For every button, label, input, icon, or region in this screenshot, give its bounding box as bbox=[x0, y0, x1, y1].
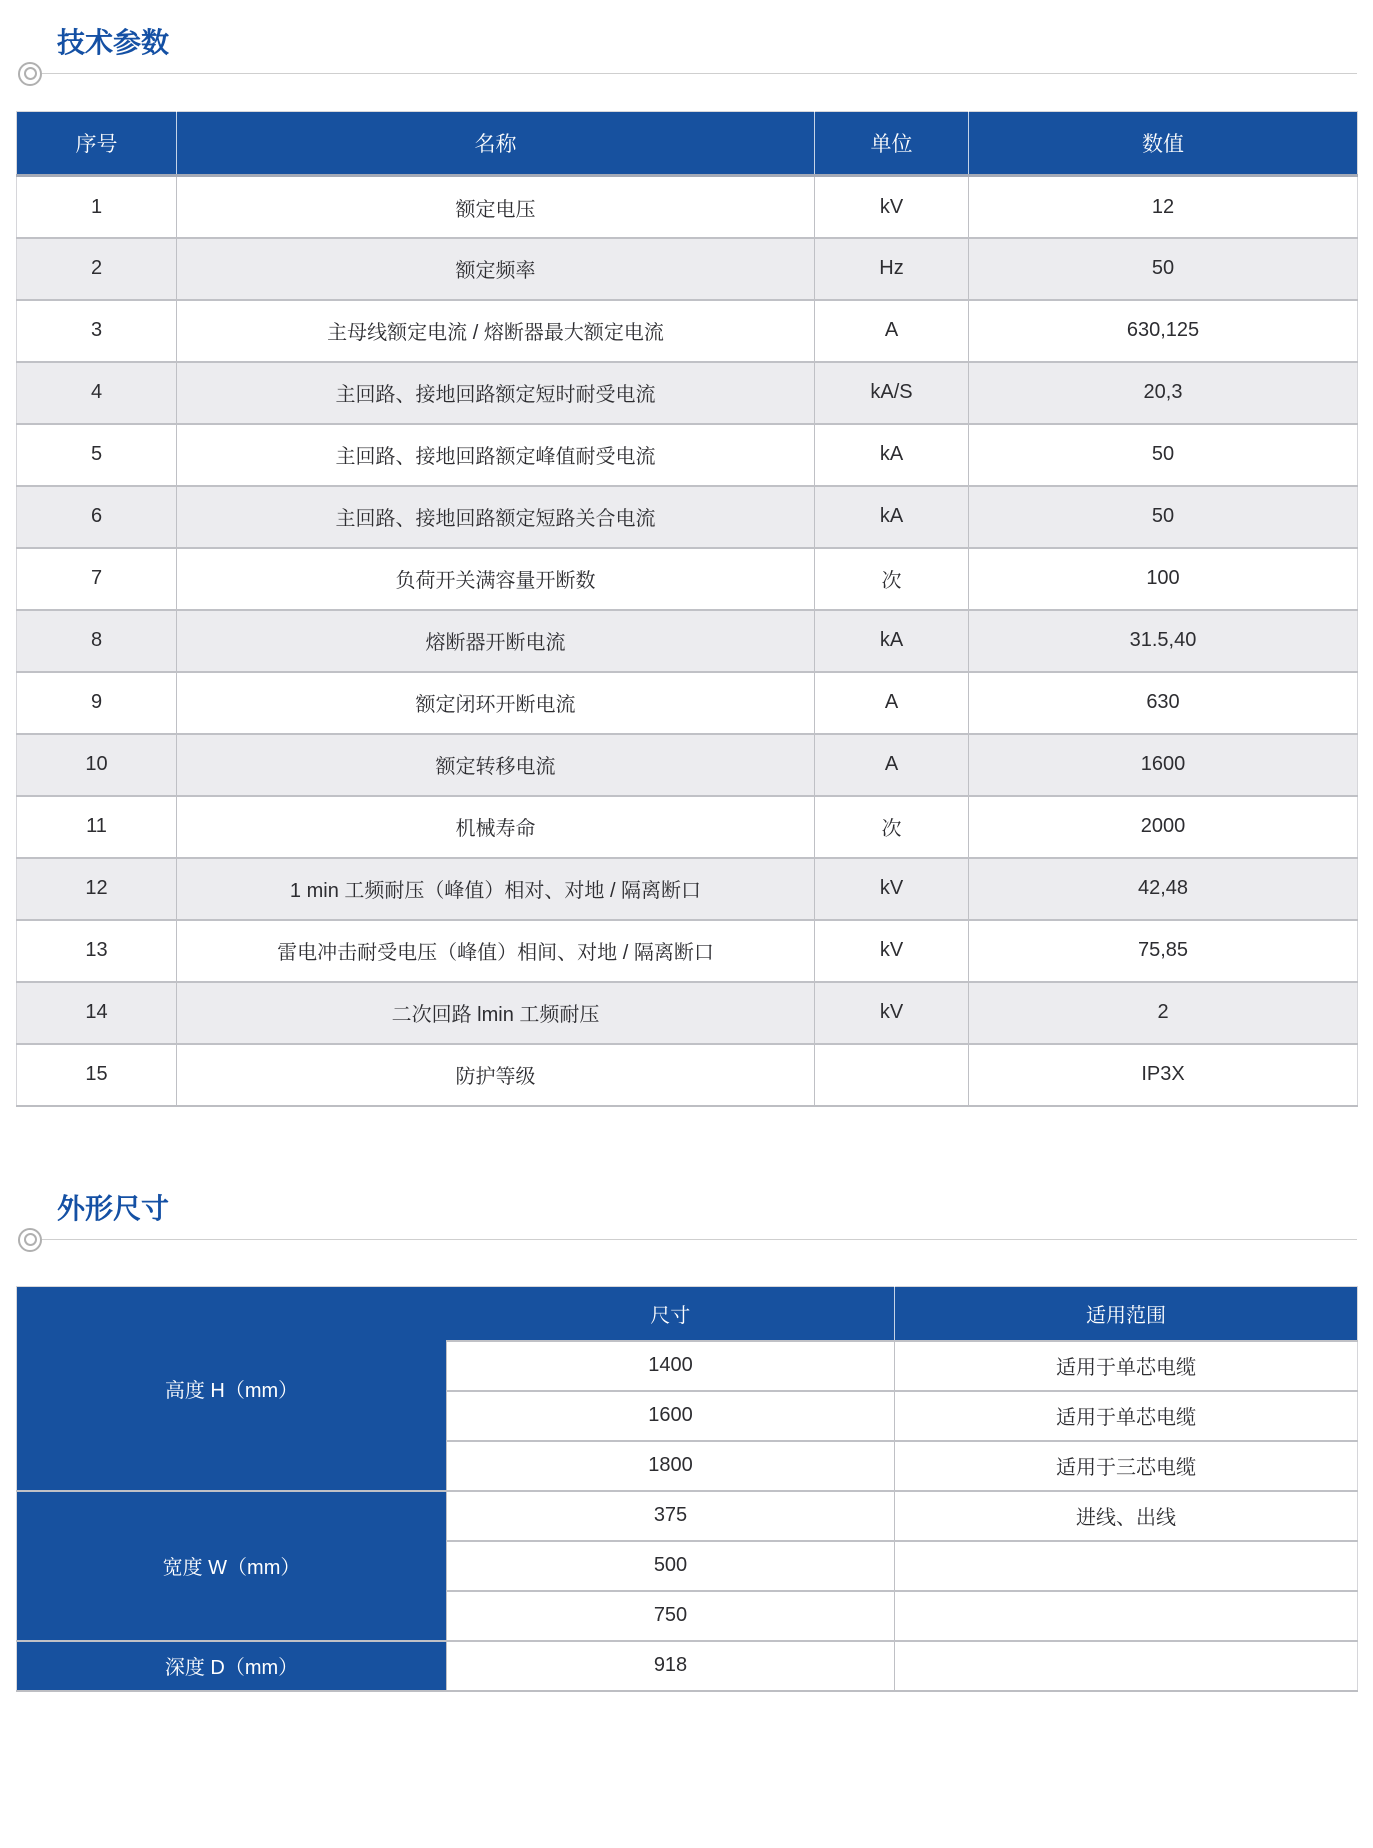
dimension-group-label-height: 高度 H（mm） bbox=[17, 1287, 447, 1491]
inner-ring-icon bbox=[24, 1233, 37, 1246]
cell-name: 二次回路 lmin 工频耐压 bbox=[177, 982, 815, 1044]
table-row bbox=[17, 858, 1358, 920]
double-ring-icon bbox=[18, 1228, 42, 1252]
cell-name: 机械寿命 bbox=[177, 796, 815, 858]
cell-unit: A bbox=[815, 672, 969, 734]
table-row bbox=[17, 610, 1358, 672]
header-value: 数值 bbox=[969, 112, 1358, 176]
table-row bbox=[17, 1491, 1358, 1541]
cell-range bbox=[895, 1591, 1358, 1641]
cell-unit: kA bbox=[815, 486, 969, 548]
cell-range: 进线、出线 bbox=[895, 1491, 1358, 1541]
cell-value: 630,125 bbox=[969, 300, 1358, 362]
dimension-group-label-depth: 深度 D（mm） bbox=[17, 1641, 447, 1691]
table-row bbox=[17, 672, 1358, 734]
section-title-dimensions: 外形尺寸 bbox=[57, 1192, 170, 1224]
double-ring-icon bbox=[18, 62, 42, 86]
table-row bbox=[17, 548, 1358, 610]
cell-value: 12 bbox=[969, 176, 1358, 238]
cell-no: 10 bbox=[17, 734, 177, 796]
table-row bbox=[17, 424, 1358, 486]
inner-ring-icon bbox=[24, 67, 37, 80]
table-row bbox=[17, 486, 1358, 548]
cell-unit: kA/S bbox=[815, 362, 969, 424]
cell-no: 15 bbox=[17, 1044, 177, 1106]
section-technical-parameters-header bbox=[0, 28, 1373, 87]
cell-unit: kV bbox=[815, 176, 969, 238]
cell-name: 额定频率 bbox=[177, 238, 815, 300]
cell-dimension: 500 bbox=[447, 1541, 895, 1591]
cell-no: 2 bbox=[17, 238, 177, 300]
cell-value: 50 bbox=[969, 486, 1358, 548]
cell-range: 适用于三芯电缆 bbox=[895, 1441, 1358, 1491]
table-gap bbox=[0, 1277, 1373, 1286]
cell-unit bbox=[815, 1044, 969, 1106]
cell-name: 额定转移电流 bbox=[177, 734, 815, 796]
cell-name: 主回路、接地回路额定峰值耐受电流 bbox=[177, 424, 815, 486]
rule-line bbox=[42, 73, 1357, 74]
header-dimension: 尺寸 bbox=[447, 1287, 895, 1341]
cell-name: 主回路、接地回路额定短路关合电流 bbox=[177, 486, 815, 548]
section-dimensions-header bbox=[0, 1194, 1373, 1253]
dimensions-table bbox=[16, 1286, 1358, 1692]
section-rule bbox=[0, 1226, 1373, 1253]
cell-no: 4 bbox=[17, 362, 177, 424]
table-row bbox=[17, 734, 1358, 796]
cell-no: 8 bbox=[17, 610, 177, 672]
table-row bbox=[17, 362, 1358, 424]
table-row bbox=[17, 176, 1358, 238]
cell-unit: kV bbox=[815, 858, 969, 920]
cell-dimension: 918 bbox=[447, 1641, 895, 1691]
cell-unit: kA bbox=[815, 424, 969, 486]
cell-no: 11 bbox=[17, 796, 177, 858]
header-no: 序号 bbox=[17, 112, 177, 176]
cell-unit: A bbox=[815, 300, 969, 362]
cell-no: 1 bbox=[17, 176, 177, 238]
table-row bbox=[17, 920, 1358, 982]
cell-value: 20,3 bbox=[969, 362, 1358, 424]
tech-table-header-row bbox=[17, 112, 1358, 176]
table-row bbox=[17, 300, 1358, 362]
cell-value: 50 bbox=[969, 424, 1358, 486]
cell-no: 5 bbox=[17, 424, 177, 486]
section-gap bbox=[0, 1107, 1373, 1194]
cell-dimension: 1600 bbox=[447, 1391, 895, 1441]
cell-value: 42,48 bbox=[969, 858, 1358, 920]
cell-unit: kV bbox=[815, 920, 969, 982]
table-row bbox=[17, 982, 1358, 1044]
cell-value: 630 bbox=[969, 672, 1358, 734]
cell-name: 1 min 工频耐压（峰值）相对、对地 / 隔离断口 bbox=[177, 858, 815, 920]
cell-no: 7 bbox=[17, 548, 177, 610]
table-row bbox=[17, 1641, 1358, 1691]
cell-value: IP3X bbox=[969, 1044, 1358, 1106]
cell-value: 1600 bbox=[969, 734, 1358, 796]
cell-no: 3 bbox=[17, 300, 177, 362]
section-title-technical-parameters: 技术参数 bbox=[57, 27, 170, 58]
cell-range: 适用于单芯电缆 bbox=[895, 1341, 1358, 1391]
table-row bbox=[17, 1044, 1358, 1106]
cell-unit: kV bbox=[815, 982, 969, 1044]
dimension-group-label-width: 宽度 W（mm） bbox=[17, 1491, 447, 1641]
header-applicable-range: 适用范围 bbox=[895, 1287, 1358, 1341]
cell-dimension: 750 bbox=[447, 1591, 895, 1641]
section-rule bbox=[0, 60, 1373, 87]
cell-unit: 次 bbox=[815, 548, 969, 610]
cell-dimension: 1400 bbox=[447, 1341, 895, 1391]
cell-name: 额定电压 bbox=[177, 176, 815, 238]
cell-unit: kA bbox=[815, 610, 969, 672]
cell-name: 雷电冲击耐受电压（峰值）相间、对地 / 隔离断口 bbox=[177, 920, 815, 982]
cell-value: 100 bbox=[969, 548, 1358, 610]
header-name: 名称 bbox=[177, 112, 815, 176]
cell-name: 负荷开关满容量开断数 bbox=[177, 548, 815, 610]
cell-range: 适用于单芯电缆 bbox=[895, 1391, 1358, 1441]
cell-dimension: 375 bbox=[447, 1491, 895, 1541]
cell-value: 50 bbox=[969, 238, 1358, 300]
cell-no: 6 bbox=[17, 486, 177, 548]
cell-unit: Hz bbox=[815, 238, 969, 300]
cell-no: 14 bbox=[17, 982, 177, 1044]
cell-name: 主回路、接地回路额定短时耐受电流 bbox=[177, 362, 815, 424]
tech-parameters-table bbox=[16, 111, 1358, 1107]
cell-name: 防护等级 bbox=[177, 1044, 815, 1106]
cell-name: 主母线额定电流 / 熔断器最大额定电流 bbox=[177, 300, 815, 362]
cell-unit: 次 bbox=[815, 796, 969, 858]
rule-line bbox=[42, 1239, 1357, 1240]
cell-range bbox=[895, 1641, 1358, 1691]
header-unit: 单位 bbox=[815, 112, 969, 176]
cell-value: 2 bbox=[969, 982, 1358, 1044]
cell-name: 额定闭环开断电流 bbox=[177, 672, 815, 734]
dim-table-header-row bbox=[17, 1287, 1358, 1341]
cell-unit: A bbox=[815, 734, 969, 796]
cell-value: 75,85 bbox=[969, 920, 1358, 982]
cell-no: 13 bbox=[17, 920, 177, 982]
cell-no: 9 bbox=[17, 672, 177, 734]
table-row bbox=[17, 796, 1358, 858]
cell-name: 熔断器开断电流 bbox=[177, 610, 815, 672]
cell-range bbox=[895, 1541, 1358, 1591]
cell-dimension: 1800 bbox=[447, 1441, 895, 1491]
cell-value: 2000 bbox=[969, 796, 1358, 858]
cell-no: 12 bbox=[17, 858, 177, 920]
table-row bbox=[17, 238, 1358, 300]
cell-value: 31.5,40 bbox=[969, 610, 1358, 672]
